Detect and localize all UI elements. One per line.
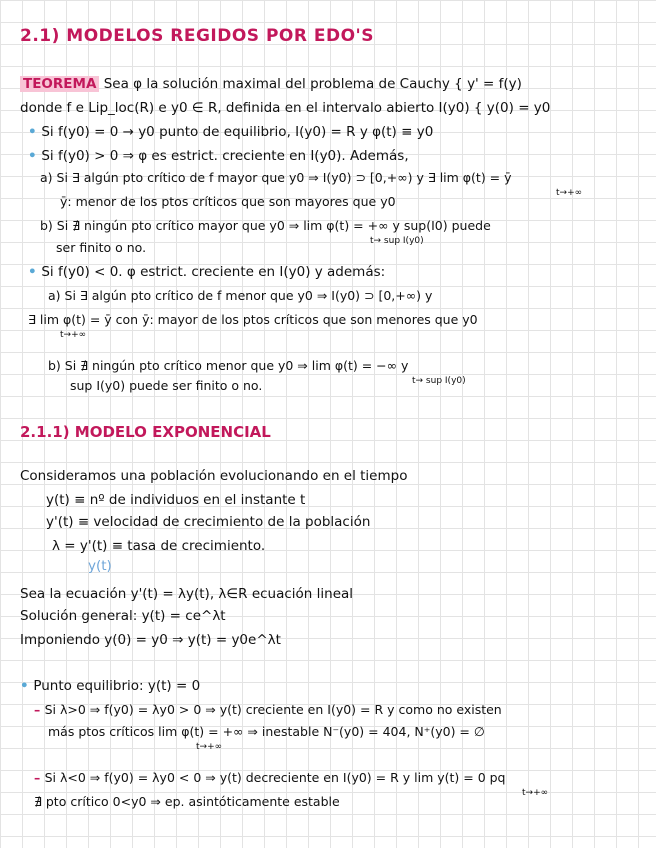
case-3a-line-2: ∃ lim φ(t) = ȳ con ȳ: mayor de los ptos críticos que son menores que y0	[28, 312, 478, 327]
case-2b-line-2: ser finito o no.	[56, 240, 147, 255]
case-3b-line-2: sup I(y0) puede ser finito o no.	[70, 378, 263, 393]
imposing-condition: Imponiendo y(0) = y0 ⇒ y(t) = y0e^λt	[20, 632, 281, 648]
general-solution: Solución general: y(t) = ce^λt	[20, 608, 226, 624]
theorem-line-1	[20, 76, 522, 92]
lambda-negative-text-1: Si λ<0 ⇒ f(y0) = λy0 < 0 ⇒ y(t) decreciente en I(y0) = R y lim y(t) = 0 pq	[44, 770, 506, 785]
lambda-positive-text-1: Si λ>0 ⇒ f(y0) = λy0 > 0 ⇒ y(t) creciente en I(y0) = R y como no existen	[44, 702, 502, 717]
case-2b-line-1: b) Si ∄ ningún pto crítico mayor que y0 ⇒ lim φ(t) = +∞ y sup(I0) puede	[40, 218, 491, 233]
equilibrium-text: Punto equilibrio: y(t) = 0	[33, 678, 201, 694]
case-3-text: Si f(y0) < 0. φ estrict. creciente en I(y0) y además:	[41, 264, 386, 280]
case-3a-line-1: a) Si ∃ algún pto crítico de f menor que y0 ⇒ I(y0) ⊃ [0,+∞) y	[48, 288, 433, 303]
case-3a-limit-sub: t→+∞	[60, 330, 87, 340]
def-y: y(t) ≡ nº de individuos en el instante t	[46, 492, 306, 508]
equation: Sea la ecuación y'(t) = λy(t), λ∈R ecuación lineal	[20, 586, 354, 602]
theorem-text-1: Sea φ la solución maximal del problema de Cauchy { y' = f(y)	[103, 76, 522, 92]
def-lambda-denominator: y(t)	[88, 558, 112, 574]
section-title: 2.1.1) MODELO EXPONENCIAL	[20, 423, 271, 441]
lambda-negative-line-1: – Si λ<0 ⇒ f(y0) = λy0 < 0 ⇒ y(t) decreciente en I(y0) = R y lim y(t) = 0 pq	[34, 770, 506, 785]
case-1-text: Si f(y0) = 0 → y0 punto de equilibrio, I(y0) = R y φ(t) ≡ y0	[41, 124, 434, 140]
case-3: • Si f(y0) < 0. φ estrict. creciente en I(y0) y además:	[28, 264, 386, 280]
lambda-positive-line-2: más ptos críticos lim φ(t) = +∞ ⇒ inestable N⁻(y0) = 404, N⁺(y0) = ∅	[48, 724, 485, 739]
case-2a-line-2: ȳ: menor de los ptos críticos que son mayores que y0	[60, 194, 396, 209]
theorem-label: TEOREMA	[20, 76, 99, 92]
lambda-positive-line-1: – Si λ>0 ⇒ f(y0) = λy0 > 0 ⇒ y(t) creciente en I(y0) = R y como no existen	[34, 702, 502, 717]
case-3b-limit-sub: t→ sup I(y0)	[412, 376, 466, 386]
lambda-negative-limit-sub: t→+∞	[522, 788, 549, 798]
intro-text: Consideramos una población evolucionando en el tiempo	[20, 468, 408, 484]
page-title: 2.1) MODELOS REGIDOS POR EDO'S	[20, 26, 374, 46]
case-2: • Si f(y0) > 0 ⇒ φ es estrict. creciente en I(y0). Además,	[28, 148, 409, 164]
def-lambda: λ = y'(t) ≡ tasa de crecimiento.	[52, 538, 266, 554]
theorem-line-2: donde f e Lip_loc(R) e y0 ∈ R, definida en el intervalo abierto I(y0) { y(0) = y0	[20, 100, 551, 116]
case-2a-line-1: a) Si ∃ algún pto crítico de f mayor que y0 ⇒ I(y0) ⊃ [0,+∞) y ∃ lim φ(t) = ȳ	[40, 170, 512, 185]
equilibrium: • Punto equilibrio: y(t) = 0	[20, 678, 201, 694]
lambda-negative-line-2: ∄ pto crítico 0<y0 ⇒ ep. asintóticamente estable	[34, 794, 340, 809]
lambda-positive-limit-sub: t→+∞	[196, 742, 223, 752]
case-2-text: Si f(y0) > 0 ⇒ φ es estrict. creciente en I(y0). Además,	[41, 148, 409, 164]
def-yprime: y'(t) ≡ velocidad de crecimiento de la población	[46, 514, 371, 530]
case-2a-limit-sub: t→+∞	[556, 188, 583, 198]
case-1: • Si f(y0) = 0 → y0 punto de equilibrio, I(y0) = R y φ(t) ≡ y0	[28, 124, 434, 140]
case-2b-limit-sub: t→ sup I(y0)	[370, 236, 424, 246]
case-3b-line-1: b) Si ∄ ningún pto crítico menor que y0 ⇒ lim φ(t) = −∞ y	[48, 358, 409, 373]
